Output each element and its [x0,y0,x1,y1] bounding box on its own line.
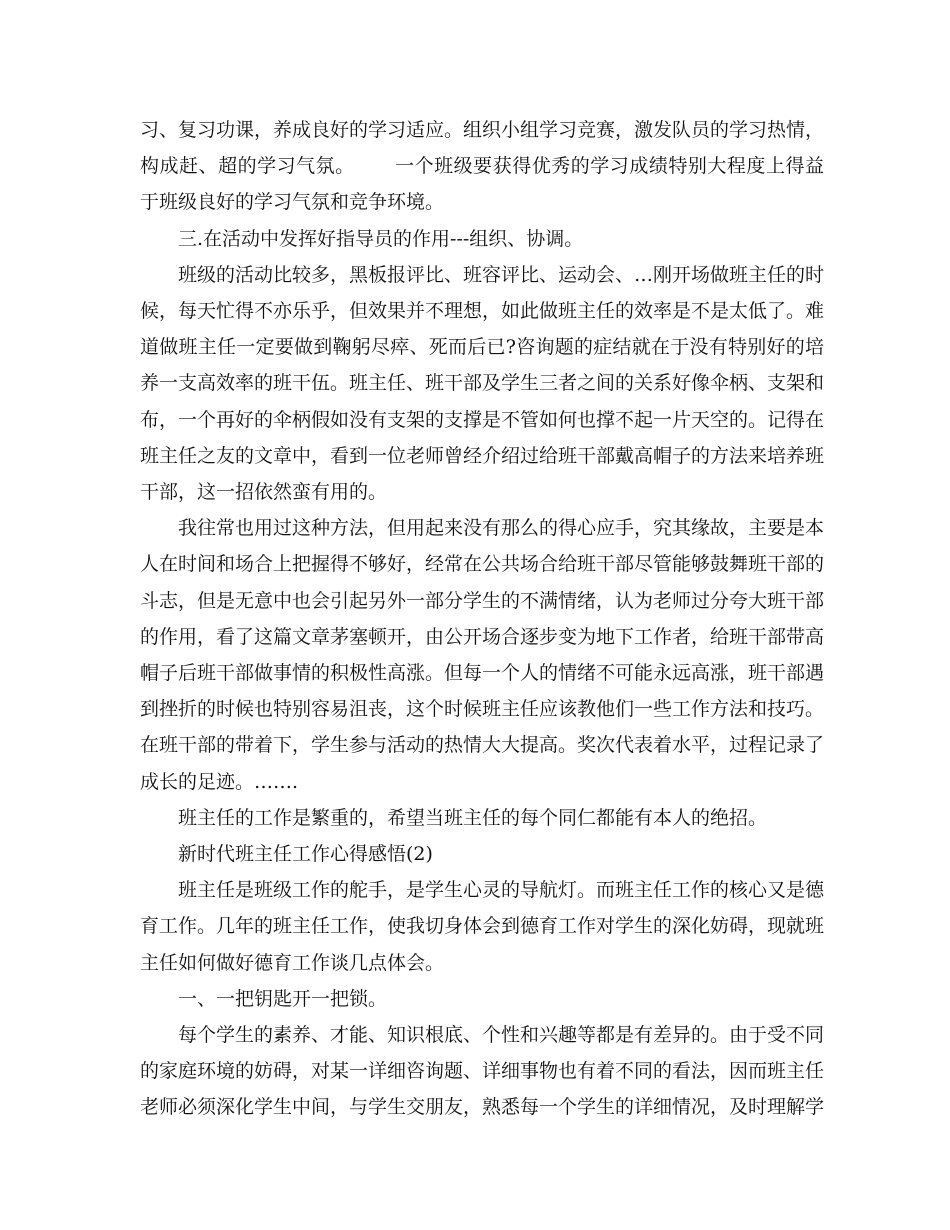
paragraph-continuation [140,112,824,221]
article-title: 新时代班主任工作心得感悟(2) [178,843,433,866]
paragraph: 每个学生的素养、才能、知识根底、个性和兴趣等都是有差异的。由于受不同的家庭环境的妨碍，对某一详细咨询题、详细事物也有着不同的看法，因而班主任老师必须深化学生中间，与学生交朋友，熟悉每一个学生的详细情况，及时理解学 [140,1024,825,1119]
paragraph-text-part1: 习、复习功课，养成良好的学习适应。组织小组学习竞赛，激发队员的学习热情，构成赶、超的学习气氛。 [140,119,825,178]
paragraph: 我往常也用过这种方法，但用起来没有那么的得心应手，究其缘故，主要是本人在时间和场合上把握得不够好，经常在公共场合给班干部尽管能够鼓舞班干部的斗志，但是无意中也会引起另外一部分学生的不满情绪，认为老师过分夸大班干部的作用，看了这篇文章茅塞顿开，由公开场合逐步变为地下工作者，给班干部带高帽子后班干部做事情的积极性高涨。但每一个人的情绪不可能永远高涨，班干部遇到挫折的时候也特别容易沮丧，这个时候班主任应该教他们一些工作方法和技巧。在班干部的带着下，学生参与活动的热情大大提高。奖次代表着水平，过程记录了成长的足迹。……. [140,517,825,793]
paragraph: 班级的活动比较多，黑板报评比、班容评比、运动会、…刚开场做班主任的时候，每天忙得不亦乐乎，但效果并不理想，如此做班主任的效率是不是太低了。难道做班主任一定要做到鞠躬尽瘁、死而后已?咨询题的症结就在于没有特别好的培养一支高效率的班干伍。班主任、班干部及学生三者之间的关系好像伞柄、支架和布，一个再好的伞柄假如没有支架的支撑是不管如何也撑不起一片天空的。记得在班主任之友的文章中，看到一位老师曾经介绍过给班干部戴高帽子的方法来培养班干部，这一招依然蛮有用的。 [140,263,825,504]
paragraph: 班主任是班级工作的舵手，是学生心灵的导航灯。而班主任工作的核心又是德育工作。几年的班主任工作，使我切身体会到德育工作对学生的深化妨碍，现就班主任如何做好德育工作谈几点体会。 [140,879,825,974]
document-body [140,112,824,1126]
section-heading-3: 三.在活动中发挥好指导员的作用---组织、协调。 [178,227,584,250]
paragraph: 班主任的工作是繁重的，希望当班主任的每个同仁都能有本人的绝招。 [178,806,768,829]
section-heading-1: 一、一把钥匙开一把锁。 [178,987,388,1010]
paragraph-text-part2: 一个班级要获得优秀的学习成绩特别大程度上得益于班级良好的学习气氛和竞争环境。 [140,155,824,214]
